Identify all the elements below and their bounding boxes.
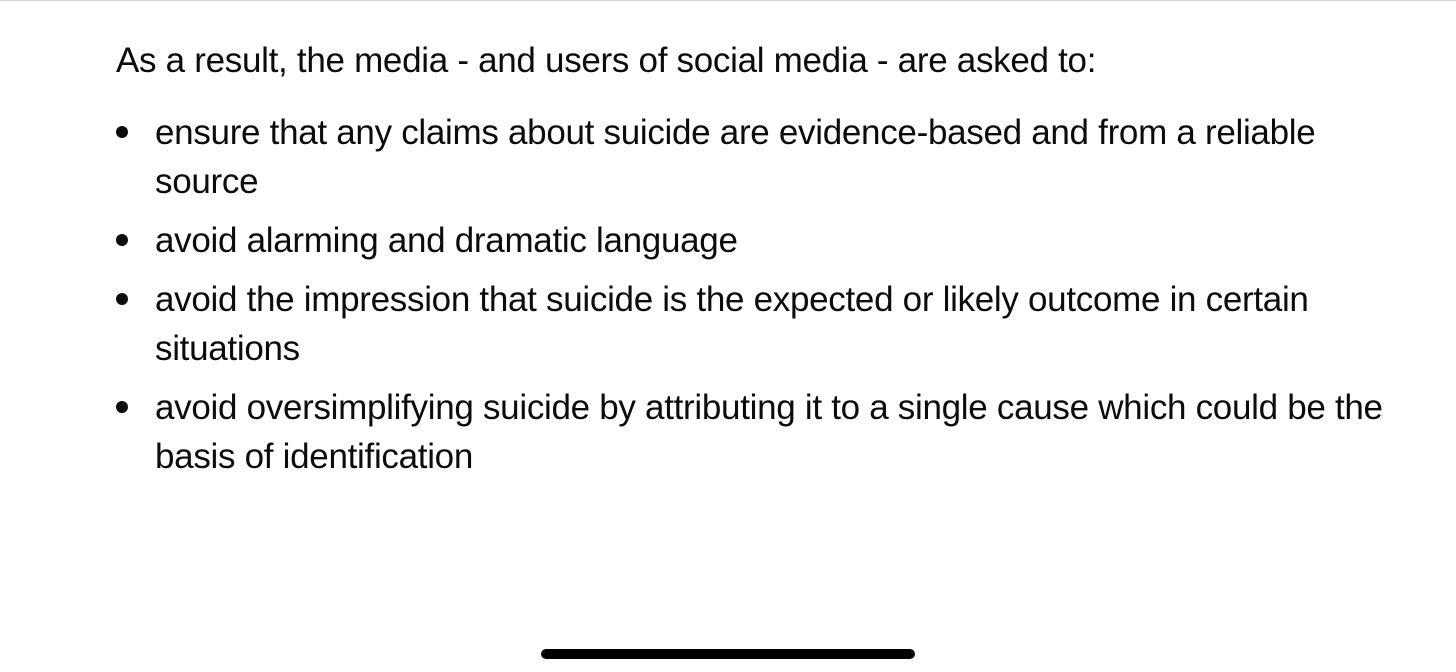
list-item-text: avoid oversimplifying suicide by attributing it to a single cause which could be the basis of identification <box>155 388 1383 476</box>
list-item <box>116 275 1426 373</box>
top-divider <box>0 0 1456 1</box>
guidance-list <box>116 108 1426 481</box>
bullet-icon <box>116 126 128 138</box>
intro-paragraph: As a result, the media - and users of social media - are asked to: <box>116 41 1097 80</box>
bullet-icon <box>116 401 128 413</box>
list-item <box>116 216 1426 265</box>
list-item <box>116 108 1426 206</box>
list-item-text: ensure that any claims about suicide are evidence-based and from a reliable source <box>155 113 1316 201</box>
bullet-icon <box>116 234 128 246</box>
list-item-text: avoid the impression that suicide is the expected or likely outcome in certain situations <box>155 280 1309 368</box>
list-item-text: avoid alarming and dramatic language <box>155 221 738 260</box>
list-item <box>116 383 1426 481</box>
article-content <box>116 38 1426 491</box>
home-indicator-bar[interactable] <box>541 649 915 659</box>
bullet-icon <box>116 293 128 305</box>
